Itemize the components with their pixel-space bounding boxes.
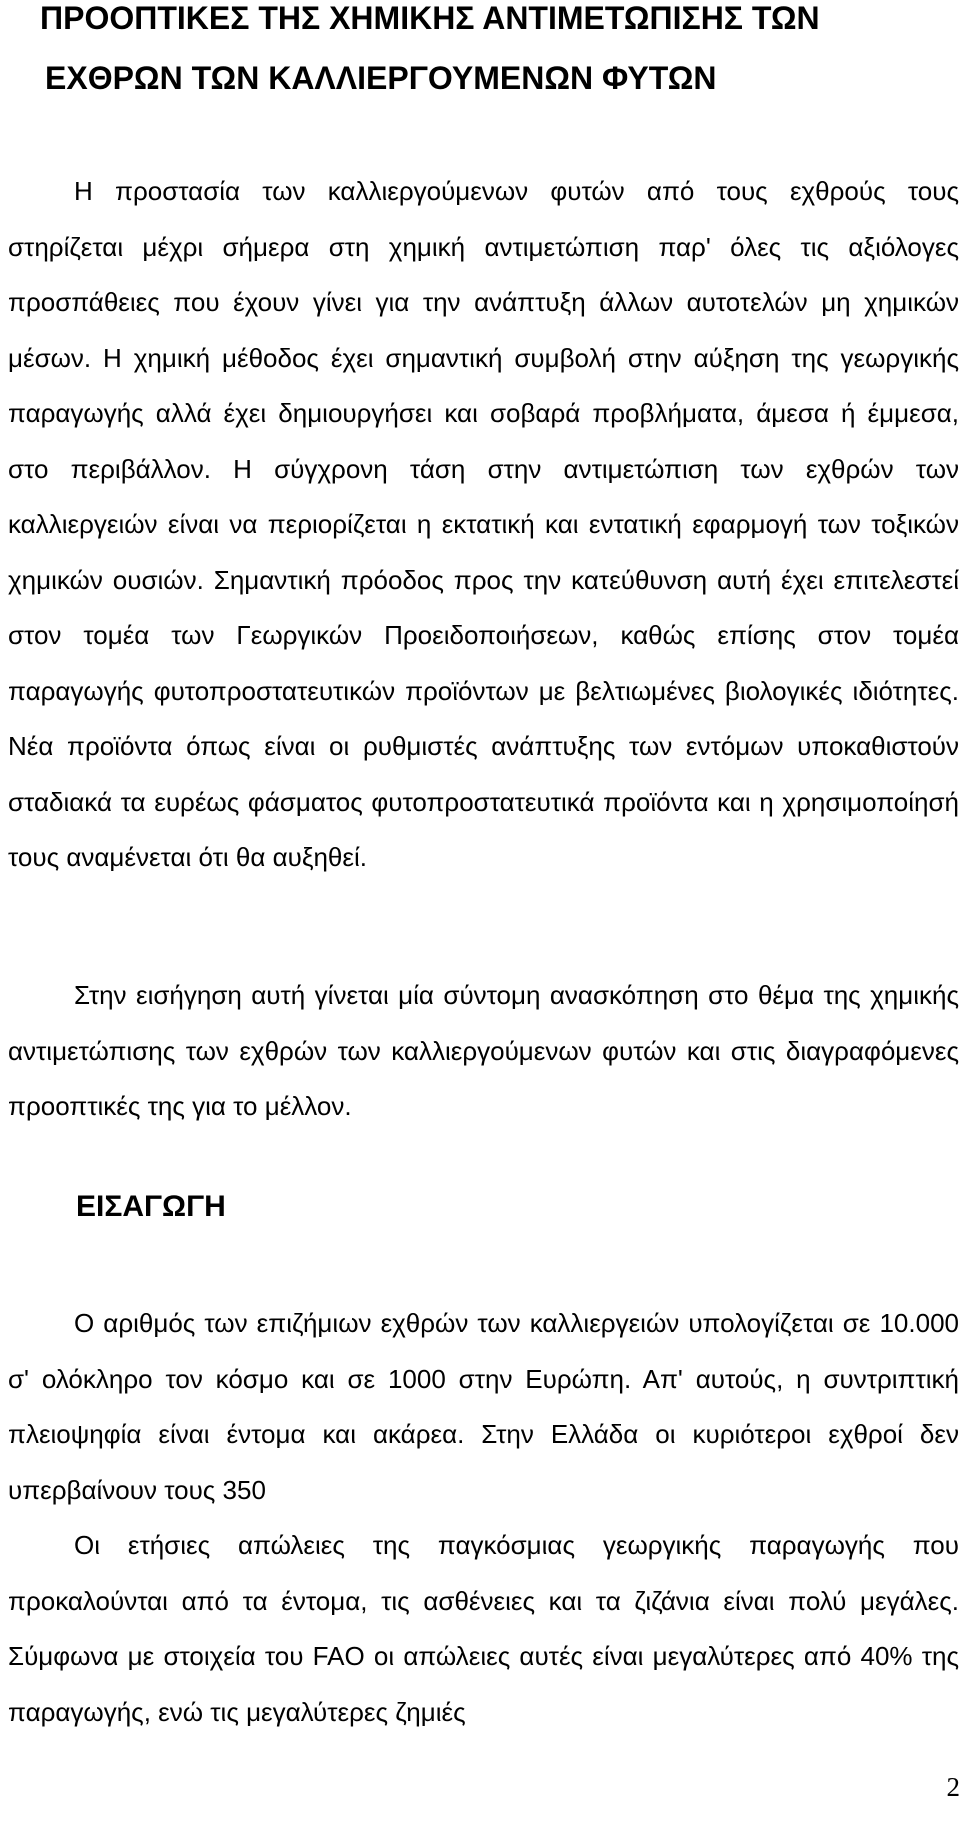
paragraph-summary: Στην εισήγηση αυτή γίνεται μία σύντομη ανασκόπηση στο θέμα της χημικής αντιμετώπισης των εχθρών των καλλιεργούμενων φυτών και στις διαγραφόμενες προοπτικές της για το μέλλον. [8,980,959,1121]
document-title-line-2: ΕΧΘΡΩΝ ΤΩΝ ΚΑΛΛΙΕΡΓΟΥΜΕΝΩΝ ΦΥΤΩΝ [45,60,717,96]
introduction-block [8,1296,959,1740]
document-title-line-1: ΠΡΟΟΠΤΙΚΕΣ ΤΗΣ ΧΗΜΙΚΗΣ ΑΝΤΙΜΕΤΩΠΙΣΗΣ ΤΩΝ [40,0,820,36]
paragraph-pest-count: Ο αριθμός των επιζήμιων εχθρών των καλλιεργειών υπολογίζεται σε 10.000 σ' ολόκληρο τον κόσμο και σε 1000 στην Ευρώπη. Απ' αυτούς, η συντριπτική πλειοψηφία είναι έντομα και ακάρεα. Στην Ελλάδα οι κυριότεροι εχθροί δεν υπερβαίνουν τους 350 [8,1308,959,1505]
paragraph-intro: Η προστασία των καλλιεργούμενων φυτών από τους εχθρούς τους στηρίζεται μέχρι σήμερα στη χημική αντιμετώπιση παρ' όλες τις αξιόλογες προσπάθειες που έχουν γίνει για την ανάπτυξη άλλων αυτοτελών μη χημικών μέσων. Η χημική μέθοδος έχει σημαντική συμβολή στην αύξηση της γεωργικής παραγωγής αλλά έχει δημιουργήσει και σοβαρά προβλήματα, άμεσα ή έμμεσα, στο περιβάλλον. Η σύγχρονη τάση στην αντιμετώπιση των εχθρών των καλλιεργειών είναι να περιορίζεται η εκτατική και εντατική εφαρμογή των τοξικών χημικών ουσιών. Σημαντική πρόοδος προς την κατεύθυνση αυτή έχει επιτελεστεί στον τομέα των Γεωργικών Προειδοποιήσεων, καθώς επίσης στον τομέα παραγωγής φυτοπροστατευτικών προϊόντων με βελτιωμένες βιολογικές ιδιότητες. Νέα προϊόντα όπως είναι οι ρυθμιστές ανάπτυξης των εντόμων υποκαθιστούν σταδιακά τα ευρέως φάσματος φυτοπροστατευτικά προϊόντα και η χρησιμοποίησή τους αναμένεται ότι θα αυξηθεί. [8,176,959,872]
summary-block [8,968,959,1135]
page-number: 2 [946,1772,960,1802]
paragraph-losses: Οι ετήσιες απώλειες της παγκόσμιας γεωργικής παραγωγής που προκαλούνται από τα έντομα, τις ασθένειες και τα ζιζάνια είναι πολύ μεγάλες. Σύμφωνα με στοιχεία του FAO οι απώλειες αυτές είναι μεγαλύτερες από 40% της παραγωγής, ενώ τις μεγαλύτερες ζημιές [8,1530,959,1727]
section-heading-introduction: ΕΙΣΑΓΩΓΗ [76,1190,226,1223]
intro-block [8,164,959,886]
